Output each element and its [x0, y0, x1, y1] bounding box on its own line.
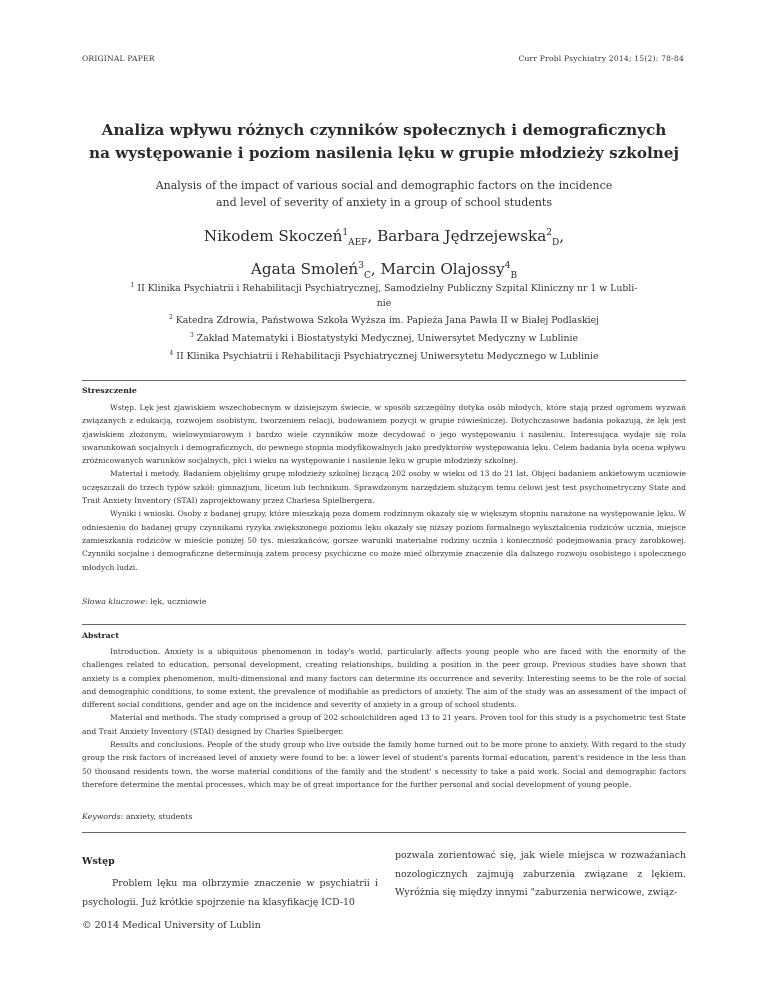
article-title-polish [60, 119, 708, 165]
title-line-2: na występowanie i poziom nasilenia lęku w grupie młodzieży szkolnej [89, 144, 679, 162]
author-contribution: B [510, 271, 518, 282]
author-separator: , [370, 260, 381, 279]
divider [82, 624, 686, 625]
divider [82, 380, 686, 381]
affiliation-number: 2 [169, 314, 173, 322]
affiliation-text: Katedra Zdrowia, Państwowa Szkoła Wyższa im. Papieża Jana Pawła II w Białej Podlaskiej [172, 315, 599, 327]
author-contribution: C [363, 271, 371, 282]
keywords-value: anxiety, students [123, 812, 193, 821]
title-line-1: Analiza wpływu różnych czynników społecznych i demograficznych [101, 121, 667, 139]
abstract-heading: Abstract [82, 631, 120, 640]
abstract-body [82, 645, 686, 791]
affiliation-item-continued: nie [376, 297, 392, 309]
keywords-english [82, 812, 192, 821]
affiliation-number: 4 [169, 349, 174, 357]
author-name: Marcin Olajossy [380, 260, 505, 279]
streszczenie-body [82, 401, 686, 574]
copyright-footer: © 2014 Medical University of Lublin [82, 920, 261, 931]
subtitle-line-2: and level of severity of anxiety in a group of school students [215, 196, 552, 209]
body-column-left [82, 875, 378, 912]
keywords-value: lęk, uczniowie [147, 597, 207, 606]
body-paragraph: pozwala zorientować się, jak wiele miejsca w rozważaniach nozologicznych zajmują zaburzenia związane z lękiem. Wyróżnia się między innymi "zaburzenia nerwicowe, związ- [395, 850, 686, 899]
author-separator: , [367, 227, 378, 246]
affiliations [82, 279, 686, 364]
article-title-english [90, 177, 678, 211]
abstract-paragraph: Material and methods. The study comprised a group of 202 schoolchildren aged 13 to 21 years. Proven tool for this study is a psychometric test State and Trait Anxiety Inventory (STAI) designed by Charles Spielberger. [82, 713, 686, 736]
affiliation-item [82, 347, 686, 365]
author-separator: , [559, 227, 565, 246]
streszczenie-paragraph: Wyniki i wnioski. Osoby z badanej grupy, które mieszkają poza domem rodzinnym okazały się w większym stopniu narażone na występowanie lęku. W odniesieniu do badanej grupy czynnikami ryzyka zwiększonego poziomu lęku okazały się niższy poziom formalnego wykształcenia rodziców ucznia, miejsce zamieszkania rodziców w mieście poniżej 50 tys. mieszkańców, gorsze warunki materialne rodziny ucznia i konieczność podejmowania pracy zarobkowej. Czynniki socjalne i demograficzne determinują zatem procesy psychiczne co może mieć olbrzymie znaczenie dla dalszego rozwoju osobistego i społecznego młodych ludzi. [82, 509, 686, 572]
author-name: Agata Smoleń [250, 260, 359, 279]
author-contribution: D [552, 238, 560, 249]
keywords-polish [82, 597, 206, 606]
subtitle-line-1: Analysis of the impact of various social and demographic factors on the incidence [155, 179, 613, 192]
affiliation-text: II Klinika Psychiatrii i Rehabilitacji Psychiatrycznej Uniwersytetu Medycznego w Lublinie [173, 350, 599, 362]
streszczenie-paragraph: Materiał i metody. Badaniem objęliśmy grupę młodzieży szkolnej liczącą 202 osoby w wieku od 13 do 21 lat. Objęci badaniem ankietowym uczniowie uczęszczali do trzech typów szkół: gimnazjum, liceum lub technikum. Sprawdzonym narzędziem służącym temu celowi jest test psychometryczny State and Trait Anxiety Inventory (STAI) zaprojektowany przez Charlesa Spielbergera. [82, 469, 686, 506]
author-contribution: AEF [348, 238, 368, 249]
author-name: Nikodem Skoczeń [203, 227, 343, 246]
streszczenie-heading: Streszczenie [82, 386, 137, 395]
body-column-right [395, 847, 686, 903]
divider [82, 832, 686, 833]
author-affiliation-number: 1 [342, 228, 349, 238]
abstract-paragraph: Results and conclusions. People of the study group who live outside the family home turned out to be more prone to anxiety. With regard to the study group the risk factors of increased level of anxiety were found to be: a lower level of student's parents formal education, parent's residence in the less than 50 thousand residents town, the worse material conditions of the family and the student' s necessity to take a paid work. Social and demographic factors therefore determine the mental processes, which may be of great importance for the further personal and social development of young people. [82, 740, 686, 789]
streszczenie-paragraph: Wstęp. Lęk jest zjawiskiem wszechobecnym w dzisiejszym świecie, w sposób szczególny dotyka osób młodych, które stają przed ogromem wyzwań związanych z edukacją, rozwojem osobistym, tworzeniem relacji, budowaniem pozycji w grupie rówieśniczej. Dotychczasowe badania pokazują, że lęk jest zjawiskiem złożonym, wielowymiarowym i bardzo wiele czynników może decydować o jego występowaniu i nasileniu. Interesująca wydaje się rola uwarunkowań socjalnych i demograficznych, do pewnego stopnia modyfikowalnych jako predyktorów występowania lęku. Celem badania była ocena wpływu zróżnicowanych warunków socjalnych, płci i wieku na występowanie i nasilenie lęku w grupie młodzieży szkolnej. [82, 403, 686, 466]
affiliation-text: II Klinika Psychiatrii i Rehabilitacji Psychiatrycznej, Samodzielny Publiczny Szpital Kliniczny nr 1 w Lubli- [134, 283, 638, 295]
author-affiliation-number: 4 [504, 261, 511, 272]
running-header-left: ORIGINAL PAPER [82, 54, 155, 63]
author-affiliation-number: 3 [358, 261, 364, 272]
section-heading: Wstęp [82, 856, 115, 867]
keywords-label: Keywords: [82, 812, 124, 821]
author-name: Barbara Jędrzejewska [377, 227, 547, 246]
affiliation-number: 3 [189, 331, 194, 339]
affiliation-item [82, 279, 686, 297]
affiliation-text: Zakład Matematyki i Biostatystyki Medycznej, Uniwersytet Medyczny w Lublinie [193, 333, 578, 345]
author-line-1 [60, 222, 708, 255]
affiliation-number: 1 [130, 282, 135, 289]
author-affiliation-number: 2 [546, 228, 553, 238]
abstract-paragraph: Introduction. Anxiety is a ubiquitous phenomenon in today's world, particularly affects young people who are faced with the enormity of the challenges related to education, personal development, creating relationships, building a position in the peer group. Previous studies have shown that anxiety is a complex phenomenon, multi-dimensional and many factors can determine its occurrence and severity. Interesting seems to be the role of social and demographic conditions, to some extent, the prevalence of modifiable as predictors of anxiety. The aim of the study was an assessment of the impact of different social conditions, gender and age on the incidence and severity of anxiety in a group of school students. [82, 647, 686, 710]
keywords-label: Słowa kluczowe: [82, 597, 148, 606]
affiliation-item [82, 311, 686, 329]
body-paragraph: Problem lęku ma olbrzymie znaczenie w psychiatrii i psychologii. Już krótkie spojrzenie na klasyfikację ICD-10 [82, 878, 378, 908]
running-header-right: Curr Probl Psychiatry 2014; 15(2): 78-84 [518, 54, 684, 63]
affiliation-item [82, 329, 686, 347]
